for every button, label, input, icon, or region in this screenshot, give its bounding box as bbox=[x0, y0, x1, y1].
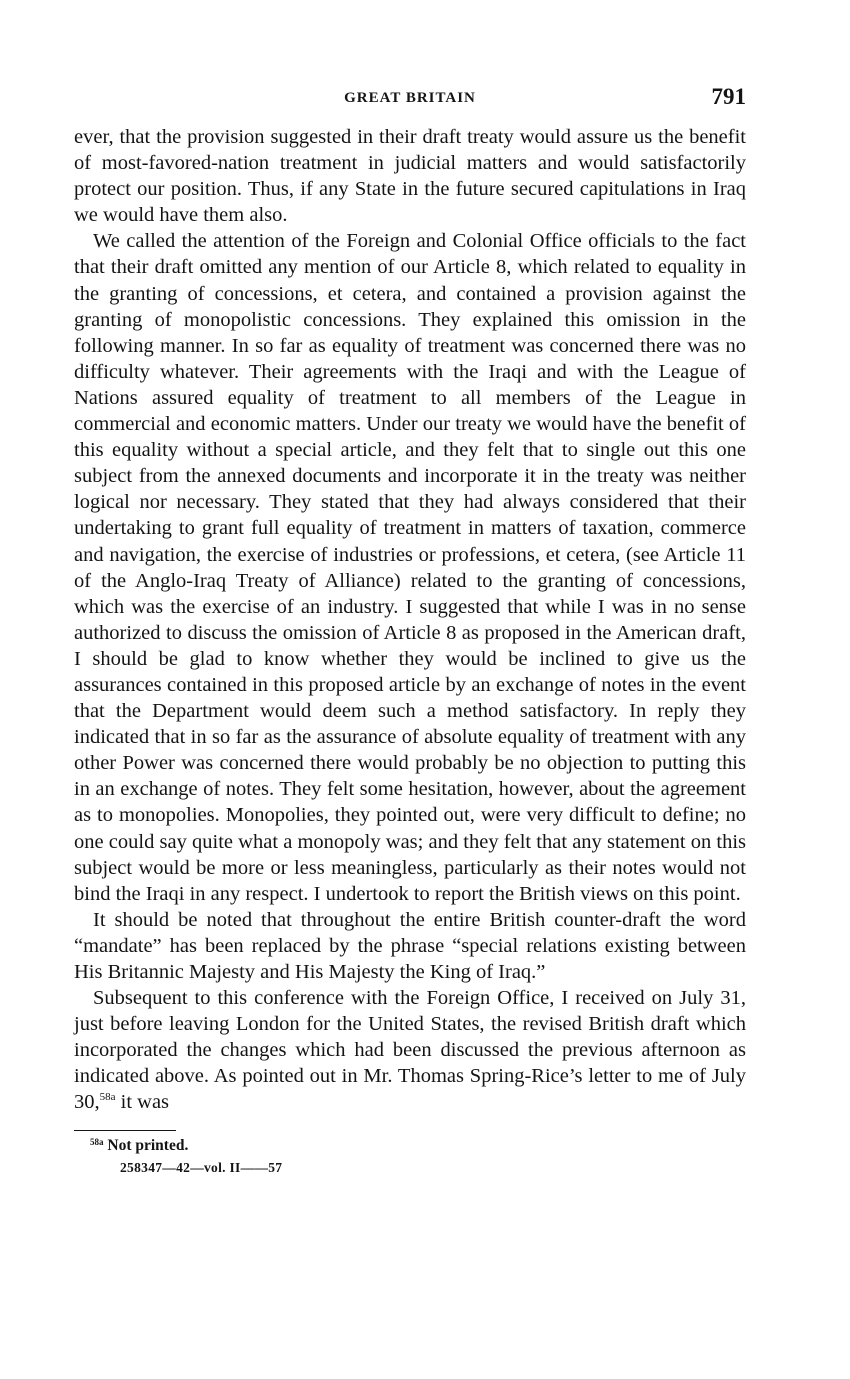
running-head bbox=[74, 84, 746, 114]
paragraph-revised-draft-tail: it was bbox=[115, 1091, 170, 1114]
footnote-mark: 58a bbox=[90, 1136, 104, 1147]
footnote bbox=[74, 1137, 746, 1155]
document-page bbox=[74, 84, 746, 1176]
footnote-text: Not printed. bbox=[107, 1136, 189, 1154]
paragraph-continued: ever, that the provision suggested in their draft treaty would assure us the benefit of most-favored-nation treatment in judicial matters and would satisfactorily protect our position. Thus, if any State in the future secured capitulations in Iraq we would have them also. bbox=[74, 126, 746, 227]
paragraph-revised-draft-text: Subsequent to this conference with the Foreign Office, I received on July 31, just before leaving London for the United States, the revised British draft which incorporated the changes which had been discussed the previous afternoon as indicated above. As pointed out in Mr. Thomas Spring-Rice’s letter to me of July 30, bbox=[74, 987, 746, 1114]
page-number: 791 bbox=[711, 84, 746, 109]
paragraph-mandate-note: It should be noted that throughout the entire British counter-draft the word “mandate” has been replaced by the phrase “special relations existing between His Britannic Majesty and His Majesty the King of Iraq.” bbox=[74, 908, 746, 983]
printer-imprint: 258347—42—vol. II——57 bbox=[120, 1159, 283, 1175]
footnote-reference: 58a bbox=[99, 1091, 116, 1104]
body-text bbox=[74, 124, 746, 1116]
running-title: GREAT BRITAIN bbox=[344, 90, 476, 106]
paragraph-revised-draft bbox=[74, 985, 746, 1115]
footnote-divider bbox=[74, 1130, 176, 1131]
paragraph-article-8: We called the attention of the Foreign and Colonial Office officials to the fact that their draft omitted any mention of our Article 8, which related to equality in the granting of concessions, et cetera, and contained a provision against the granting of monopolistic concessions. They explained this omission in the following manner. In so far as equality of treatment was concerned there was no difficulty whatever. Their agreements with the Iraqi and with the League of Nations assured equality of treatment to all members of the League in commercial and economic matters. Under our treaty we would have the benefit of this equality without a special article, and they felt that to single out this one subject from the annexed documents and incorporate it in the treaty was neither logical nor necessary. They stated that they had always considered that their undertaking to grant full equality of treatment in matters of taxation, commerce and navigation, the exercise of industries or professions, et cetera, (see Article 11 of the Anglo-Iraq Treaty of Alliance) related to the granting of concessions, which was the exercise of an industry. I suggested that while I was in no sense authorized to discuss the omission of Article 8 as proposed in the American draft, I should be glad to know whether they would be inclined to give us the assurances contained in this proposed article by an exchange of notes in the event that the Department would deem such a method satisfactory. In reply they indicated that in so far as the assurance of absolute equality of treatment with any other Power was concerned there would probably be no objection to putting this in an exchange of notes. They felt some hesitation, however, about the agreement as to monopolies. Monopolies, they pointed out, were very difficult to define; no one could say quite what a monopoly was; and they felt that any statement on this subject would be more or less meaningless, particularly as their notes would not bind the Iraqi in any respect. I undertook to report the British views on this point. bbox=[74, 230, 746, 905]
